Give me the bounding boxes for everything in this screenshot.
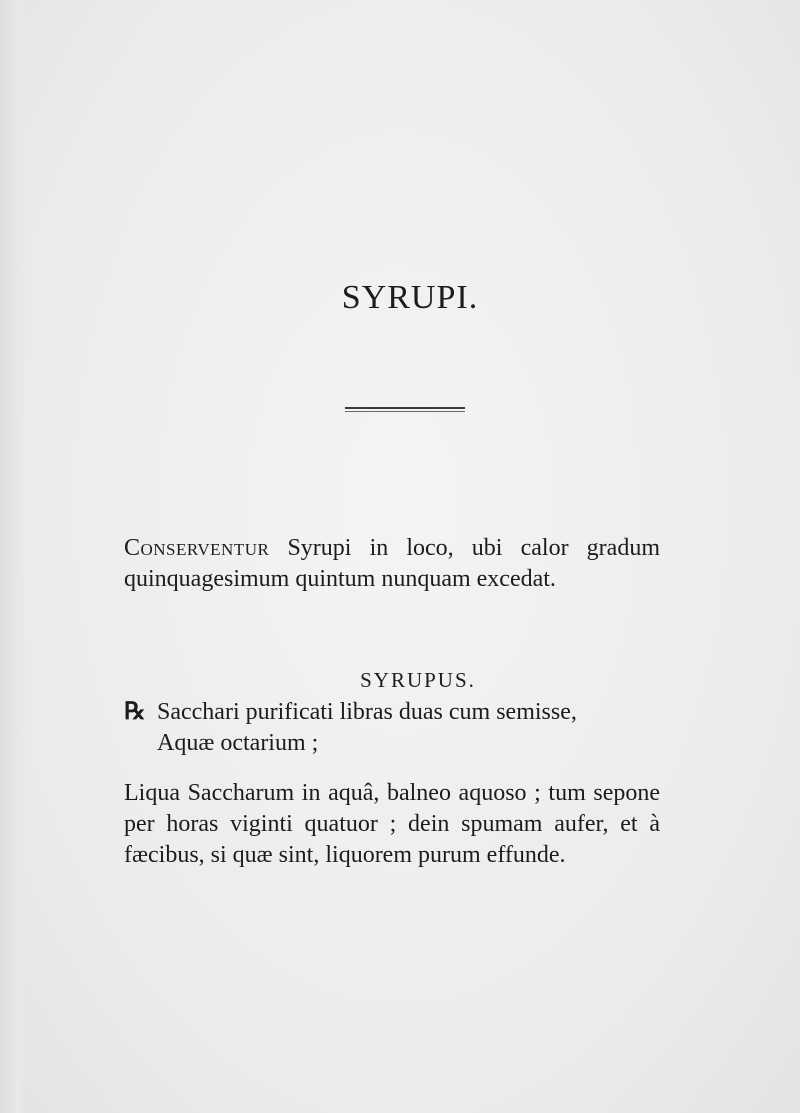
title-rule	[345, 407, 465, 409]
title-rule-thin	[345, 411, 465, 412]
directions-paragraph: Liqua Saccharum in aquâ, balneo aquoso ; tum sepone per horas viginti quatuor ; dein spumam aufer, et à fæcibus, si quæ sint, liquorem purum effunde.	[124, 780, 660, 868]
recipe-ingredient-2: Aquæ octarium ;	[157, 730, 319, 756]
intro-paragraph	[124, 533, 660, 595]
page-title: SYRUPI.	[341, 279, 479, 316]
recipe-ingredient-1: Sacchari purificati libras duas cum semisse,	[157, 699, 577, 725]
recipe-symbol: ℞	[124, 699, 146, 725]
recipe-block	[124, 697, 684, 759]
intro-text: Syrupi in loco, ubi calor gradum quinquagesimum quintum nunquam excedat.	[124, 535, 660, 592]
recipe-line-1	[124, 697, 684, 728]
recipe-heading: SYRUPUS.	[360, 668, 476, 692]
page-gutter-shadow	[0, 0, 28, 1113]
intro-lead-word: Conserventur	[124, 535, 270, 561]
